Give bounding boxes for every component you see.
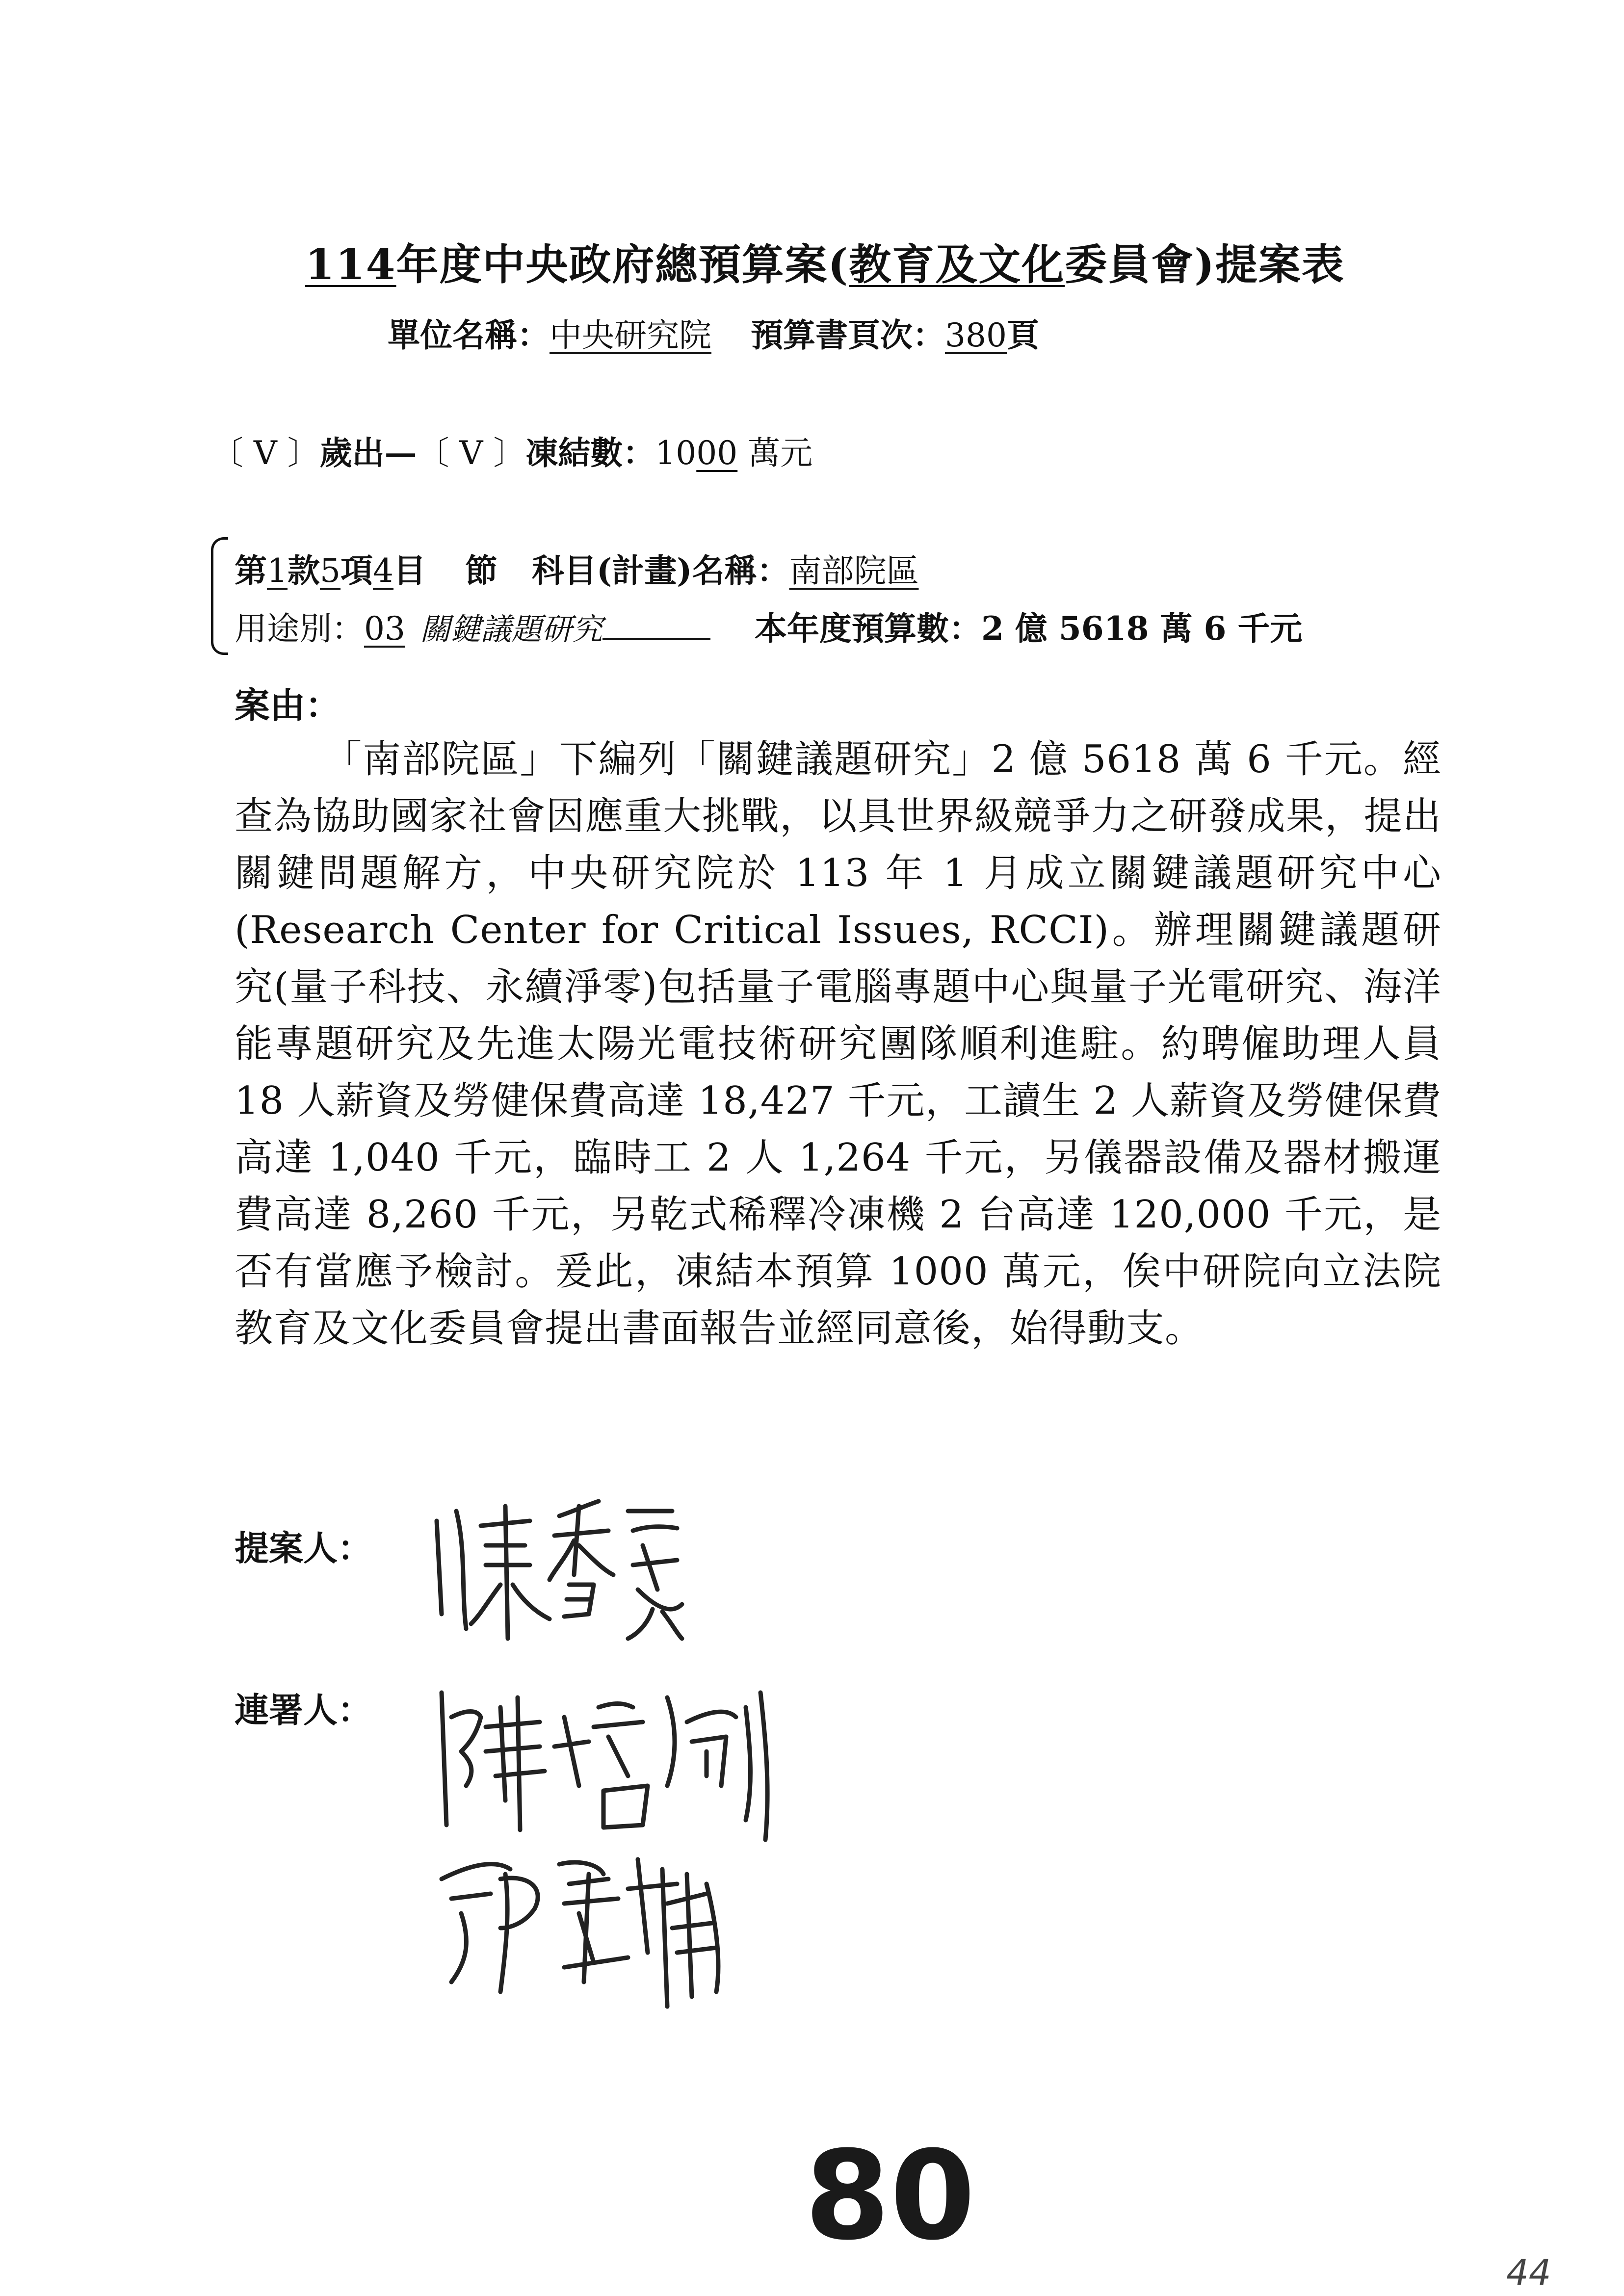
title-part2: 委員會)提案表: [1065, 240, 1345, 289]
page-value: 380: [945, 316, 1007, 354]
cosigner-label: 連署人：: [235, 1690, 372, 1730]
annual-label: 本年度預算數：: [755, 609, 981, 648]
item-bracket: [211, 537, 228, 655]
expense-label: 歲出—: [319, 434, 417, 472]
document-title: [305, 231, 1345, 291]
purpose-handwritten: 關鍵議題研究: [419, 611, 602, 647]
mu-value: 4: [373, 552, 393, 590]
freeze-line: [211, 427, 812, 473]
cosigner-signature-1: [432, 1678, 775, 1840]
freeze-amount-underlined: 00: [696, 434, 738, 472]
case-text: [235, 731, 1441, 1357]
purpose-code: 03: [364, 610, 405, 648]
xiang-suffix: 項: [341, 551, 373, 590]
kuan-label: 第: [235, 551, 267, 590]
case-label: 案由：: [235, 684, 341, 726]
purpose-row: [235, 602, 1302, 649]
freeze-label: 凍結數：: [525, 434, 655, 472]
page-label: 預算書頁次：: [751, 316, 945, 354]
freeze-amount-prefix: 10: [655, 434, 697, 472]
title-committee: 教育及文化: [849, 240, 1065, 289]
page-number: 44: [1506, 2252, 1551, 2293]
title-part1: 年度中央政府總預算案(: [396, 240, 849, 289]
purpose-label: 用途別：: [235, 610, 364, 648]
proposer-label: 提案人：: [235, 1528, 372, 1568]
mu-suffix: 目: [393, 551, 426, 590]
title-year: 114: [305, 240, 396, 289]
subject-label: 科目(計畫)名稱：: [532, 551, 789, 590]
cosigner-signature-2: [432, 1845, 736, 2007]
page-suffix: 頁: [1006, 316, 1039, 354]
unit-label: 單位名稱：: [388, 316, 550, 354]
unit-value: 中央研究院: [550, 316, 711, 354]
budget-item-row: [235, 545, 918, 591]
xiang-value: 5: [320, 552, 341, 590]
kuan-value: 1: [267, 552, 288, 590]
freeze-amount-unit: 萬元: [737, 434, 813, 472]
unit-line: [388, 309, 1039, 356]
freeze-checkbox: 〔 V 〕: [417, 434, 526, 472]
subject-value: 南部院區: [789, 552, 919, 590]
expense-checkbox: 〔 V 〕: [211, 434, 320, 472]
kuan-suffix: 款: [288, 551, 320, 590]
annual-value: 2 億 5618 萬 6 千元: [981, 609, 1303, 648]
handwritten-number: 80: [805, 2124, 975, 2267]
proposer-signature: [427, 1491, 702, 1639]
jie-label: 節: [465, 551, 498, 590]
case-paragraph: 「南部院區」下編列「關鍵議題研究」2 億 5618 萬 6 千元。經查為協助國家社會因應重大挑戰，以具世界級競爭力之研發成果，提出關鍵問題解方，中央研究院於 113 年 1 月成立關鍵議題研究中心(Research Center for Critical Issues, RCCI)。辦理關鍵議題研究(量子科技、永續淨零)包括量子電腦專題中心與量子光電研究、海洋能專題研究及先進太陽光電技術研究團隊順利進駐。約聘僱助理人員 18 人薪資及勞健保費高達 18,427 千元，工讀生 2 人薪資及勞健保費高達 1,040 千元，臨時工 2 人 1,264 千元，另儀器設備及器材搬運費高達 8,260 千元，另乾式稀釋冷凍機 2 台高達 120,000 千元，是否有當應予檢討。爰此，凍結本預算 1000 萬元，俟中研院向立法院教育及文化委員會提出書面報告並經同意後，始得動支。: [235, 737, 1441, 1351]
